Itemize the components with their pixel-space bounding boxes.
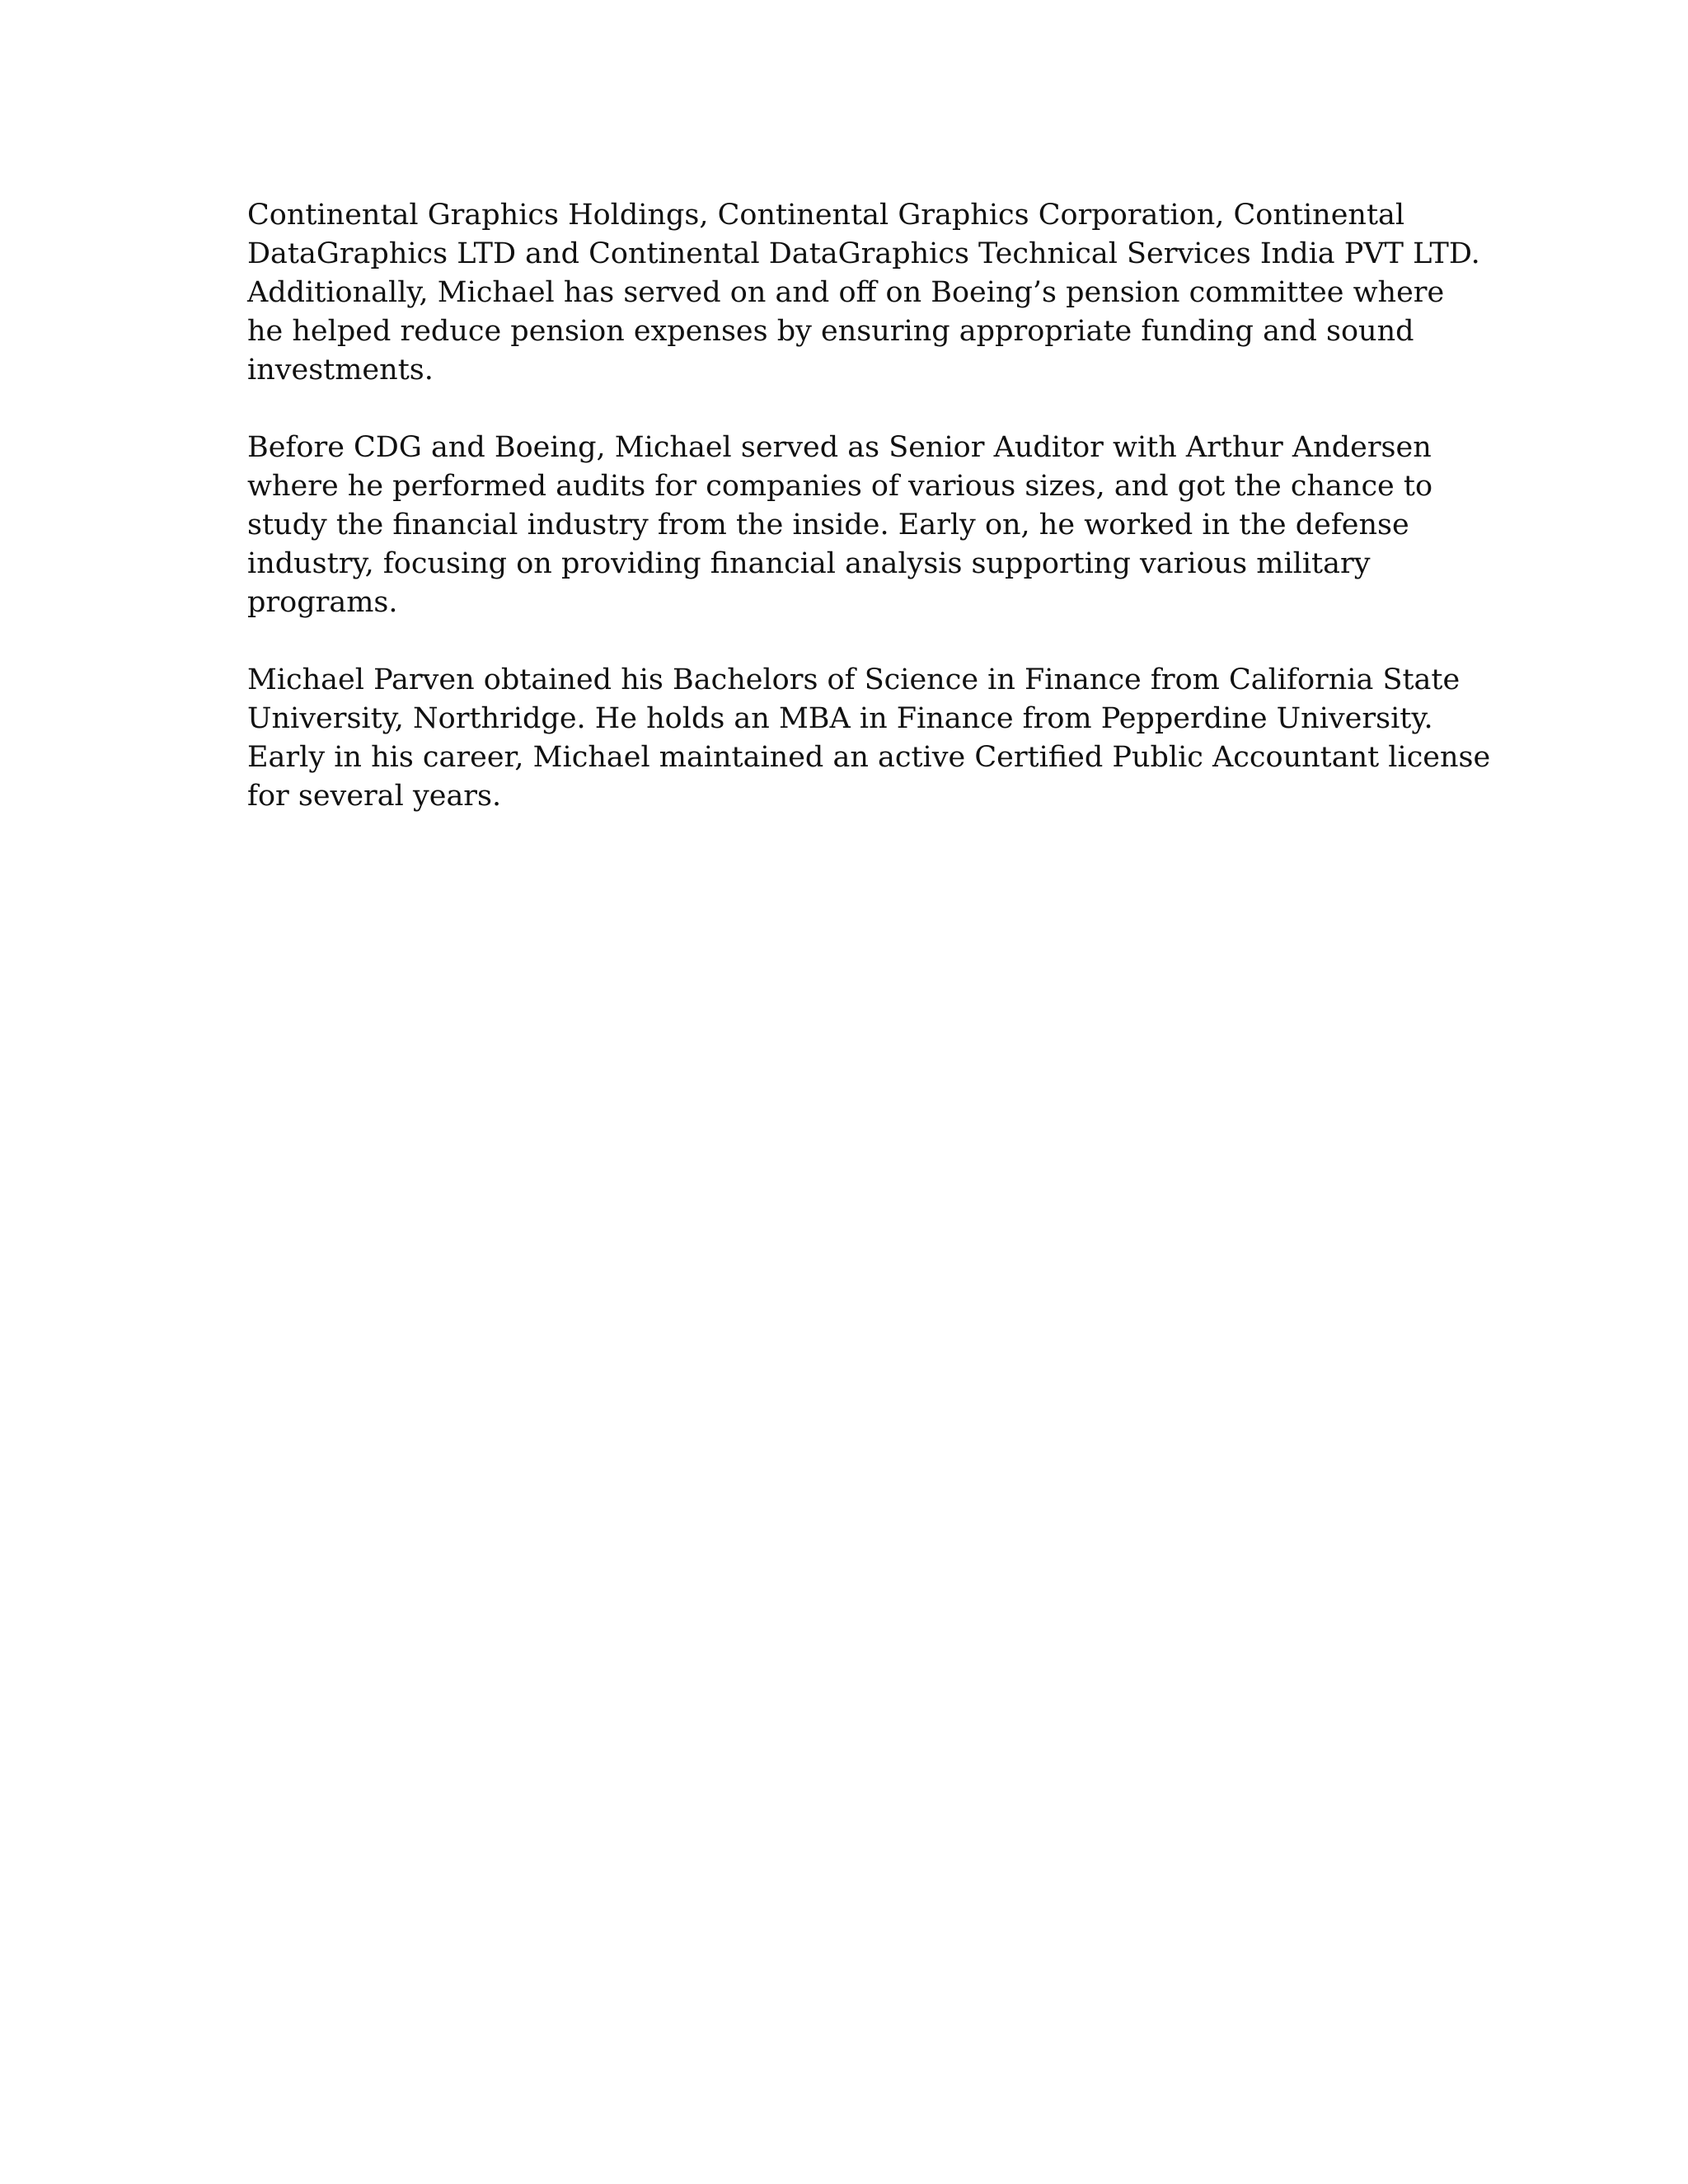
text-line: DataGraphics LTD and Continental DataGraphics Technical Services India PVT LTD.: [247, 237, 1480, 270]
text-line: Before CDG and Boeing, Michael served as Senior Auditor with Arthur Andersen: [247, 431, 1432, 464]
text-line: Continental Graphics Holdings, Continental Graphics Corporation, Continental: [247, 199, 1405, 232]
text-line: study the financial industry from the inside. Early on, he worked in the defense: [247, 509, 1409, 541]
paragraph-education: [247, 661, 1491, 816]
text-line: investments.: [247, 354, 434, 387]
paragraph-prior-experience: [247, 429, 1467, 622]
text-line: for several years.: [247, 780, 502, 813]
text-line: Additionally, Michael has served on and off on Boeing’s pension committee where: [247, 276, 1445, 309]
text-line: he helped reduce pension expenses by ensuring appropriate funding and sound: [247, 315, 1414, 348]
text-line: Early in his career, Michael maintained an active Certified Public Accountant license: [247, 741, 1491, 774]
text-line: Michael Parven obtained his Bachelors of Science in Finance from California State: [247, 663, 1461, 696]
text-line: programs.: [247, 586, 398, 619]
document-body: [247, 196, 1491, 855]
text-line: University, Northridge. He holds an MBA in Finance from Pepperdine University.: [247, 702, 1433, 735]
paragraph-cdg-roles: [247, 196, 1480, 390]
text-line: industry, focusing on providing financial analysis supporting various military: [247, 547, 1371, 580]
text-line: where he performed audits for companies of various sizes, and got the chance to: [247, 470, 1433, 503]
